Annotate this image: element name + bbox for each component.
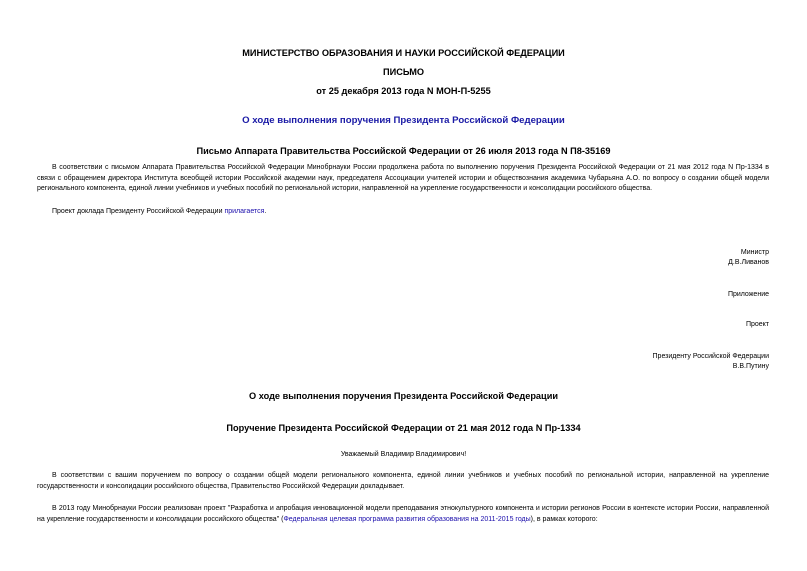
signature-position: Министр [740, 249, 769, 256]
addressee-title: Президенту Российской Федерации [652, 353, 769, 360]
signature-name: Д.В.Ливанов [728, 259, 769, 266]
draft-label: Проект [745, 321, 769, 328]
report-para2-end: ), в рамках которого: [530, 515, 598, 523]
greeting: Уважаемый Владимир Владимирович! [340, 451, 467, 458]
order-heading: Поручение Президента Российской Федерации от 21 мая 2012 года N Пр-1334 [226, 423, 581, 433]
letter-paragraph-2 [37, 207, 769, 218]
ministry-heading: МИНИСТЕРСТВО ОБРАЗОВАНИЯ И НАУКИ РОССИЙСКОЙ ФЕДЕРАЦИИ [242, 48, 565, 58]
letter-paragraph-1: В соответствии с письмом Аппарата Правительства Российской Федерации Минобрнауки России продолжена работа по выполнению поручения Президента Российской Федерации от 21 мая 2012 года N Пр-1334 в связи с обращением директора Института всеобщей истории Российской академии наук, председателя Ассоциации учителей истории и обществознания академика Чубарьяна А.О. по вопросу о создании общей модели регионального компонента, единой линии учебников и учебных пособий по региональной истории, направленной на укрепление государственности и консолидации российского общества. [37, 164, 769, 192]
report-title: О ходе выполнения поручения Президента Российской Федерации [249, 391, 558, 401]
report-paragraph-2 [37, 504, 769, 525]
attachment-label: Приложение [727, 291, 769, 298]
addressee-name: В.В.Путину [732, 363, 769, 370]
report-paragraph-1: В соответствии с вашим поручением по вопросу о создании общей модели регионального компонента, единой линии учебников и учебных пособий по региональной истории, направленной на укрепление государственности и консолидации российского общества, Правительство Российской Федерации докладывает. [37, 472, 769, 490]
program-link[interactable]: Федеральная целевая программа развития образования на 2011-2015 годы [283, 515, 531, 523]
report-para2-text: В 2013 году Минобрнауки России реализован проект "Разработка и апробация инновационной модели преподавания этнокультурного компонента и истории регионов России в контексте истории России, направленной на укрепление государственности и консолидации российского общества" ( [37, 505, 769, 523]
subject-link[interactable]: О ходе выполнения поручения Президента Российской Федерации [242, 115, 565, 126]
reference-heading: Письмо Аппарата Правительства Российской Федерации от 26 июля 2013 года N П8-35169 [196, 146, 611, 156]
doc-type-heading: ПИСЬМО [382, 67, 425, 77]
attachment-link[interactable]: прилагается [224, 208, 265, 215]
para2-end: . [264, 208, 267, 215]
date-number-heading: от 25 декабря 2013 года N МОН-П-5255 [316, 86, 491, 96]
para2-text: Проект доклада Президенту Российской Федерации [52, 208, 225, 215]
